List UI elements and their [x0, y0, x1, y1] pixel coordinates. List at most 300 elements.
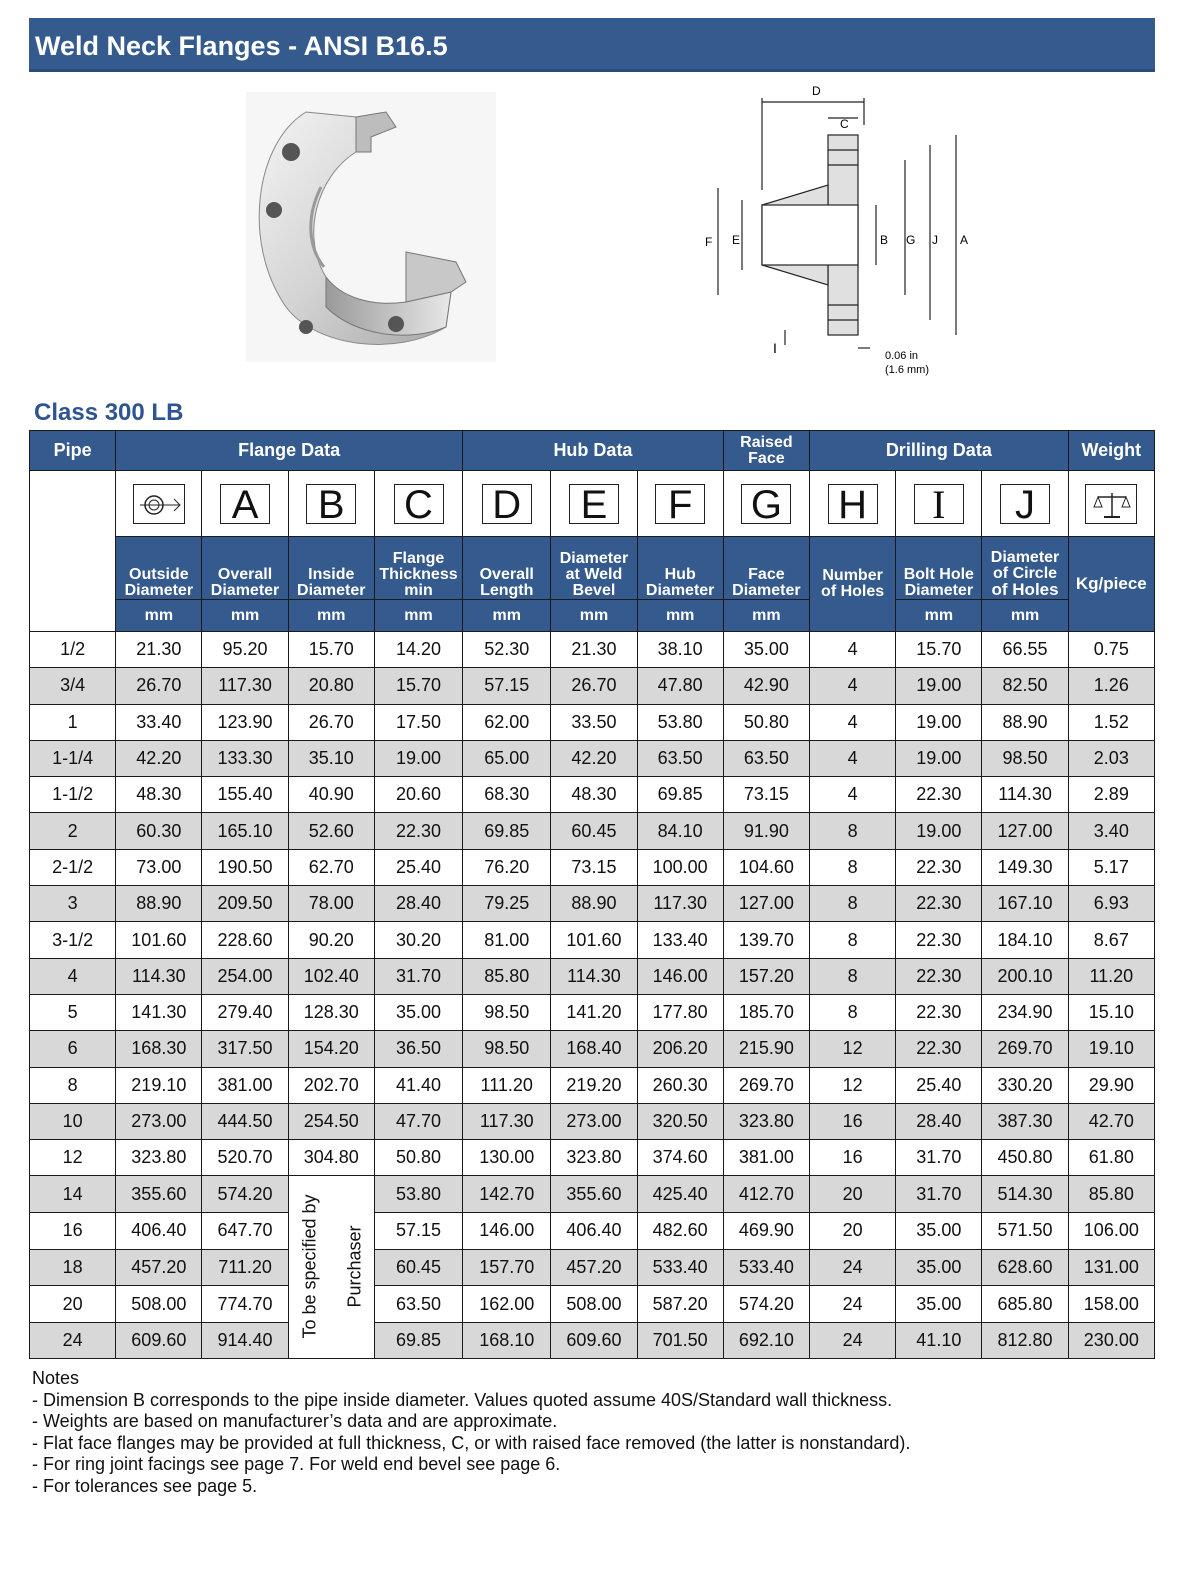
label-e: E	[732, 233, 741, 247]
value-cell: 0.75	[1068, 632, 1154, 668]
value-cell: 1.26	[1068, 668, 1154, 704]
value-cell: 35.00	[896, 1286, 982, 1323]
pipe-size-cell: 2	[30, 813, 116, 849]
value-cell: 22.30	[896, 994, 982, 1030]
value-cell: 8	[810, 994, 896, 1030]
value-cell: 42.70	[1068, 1103, 1154, 1139]
table-row	[30, 668, 1155, 704]
value-cell: 117.30	[637, 886, 723, 922]
value-cell: 52.30	[463, 632, 551, 668]
value-cell: 8.67	[1068, 922, 1154, 958]
value-cell: 104.60	[723, 849, 809, 885]
note-mm: (1.6 mm)	[885, 364, 929, 376]
value-cell: 412.70	[723, 1176, 809, 1213]
value-cell: 184.10	[982, 922, 1068, 958]
value-cell: 22.30	[374, 813, 462, 849]
letter-f-cell: F	[637, 471, 723, 537]
desc-diameter-circle-holes: Diameter of Circle of Holes	[982, 537, 1068, 600]
value-cell: 28.40	[896, 1103, 982, 1139]
value-cell: 100.00	[637, 849, 723, 885]
value-cell: 168.10	[463, 1322, 551, 1359]
pipe-size-cell: 1-1/2	[30, 777, 116, 813]
value-cell: 685.80	[982, 1286, 1068, 1323]
value-cell: 141.30	[116, 994, 202, 1030]
table-row	[30, 632, 1155, 668]
value-cell: 425.40	[637, 1176, 723, 1213]
value-cell: 25.40	[896, 1067, 982, 1103]
label-d: D	[812, 84, 821, 98]
unit-cell: mm	[982, 600, 1068, 632]
value-cell: 20	[810, 1213, 896, 1250]
value-cell: 24	[810, 1249, 896, 1286]
value-cell: 35.00	[896, 1213, 982, 1250]
label-g: G	[906, 233, 916, 247]
value-cell: 279.40	[202, 994, 288, 1030]
value-cell: 50.80	[374, 1140, 462, 1176]
value-cell: 457.20	[551, 1249, 637, 1286]
value-cell: 4	[810, 668, 896, 704]
table-row	[30, 1140, 1155, 1176]
value-cell: 127.00	[982, 813, 1068, 849]
value-cell: 142.70	[463, 1176, 551, 1213]
value-cell: 28.40	[374, 886, 462, 922]
value-cell: 167.10	[982, 886, 1068, 922]
value-cell: 219.20	[551, 1067, 637, 1103]
value-cell: 24	[810, 1286, 896, 1323]
description-row	[30, 537, 1155, 600]
value-cell: 260.30	[637, 1067, 723, 1103]
value-cell: 90.20	[288, 922, 374, 958]
value-cell: 450.80	[982, 1140, 1068, 1176]
table-row	[30, 1067, 1155, 1103]
pipe-size-cell: 20	[30, 1286, 116, 1323]
value-cell: 35.10	[288, 740, 374, 776]
value-cell: 35.00	[374, 994, 462, 1030]
value-cell: 6.93	[1068, 886, 1154, 922]
value-cell: 22.30	[896, 777, 982, 813]
value-cell: 269.70	[982, 1031, 1068, 1067]
unit-cell: mm	[463, 600, 551, 632]
value-cell: 102.40	[288, 958, 374, 994]
table-row	[30, 704, 1155, 740]
value-cell: 19.00	[896, 668, 982, 704]
value-cell: 88.90	[982, 704, 1068, 740]
value-cell: 457.20	[116, 1249, 202, 1286]
value-cell: 73.15	[723, 777, 809, 813]
pipe-size-cell: 12	[30, 1140, 116, 1176]
value-cell: 130.00	[463, 1140, 551, 1176]
value-cell: 114.30	[982, 777, 1068, 813]
value-cell: 20.60	[374, 777, 462, 813]
label-f: F	[705, 235, 713, 249]
desc-outside-diameter: Outside Diameter	[116, 537, 202, 600]
group-pipe: Pipe	[30, 431, 116, 471]
value-cell: 304.80	[288, 1140, 374, 1176]
pipe-size-cell: 3-1/2	[30, 922, 116, 958]
letter-a-cell: A	[202, 471, 288, 537]
pipe-size-cell: 1-1/4	[30, 740, 116, 776]
value-cell: 26.70	[288, 704, 374, 740]
group-flange: Flange Data	[116, 431, 463, 471]
value-cell: 98.50	[982, 740, 1068, 776]
table-row	[30, 1213, 1155, 1250]
value-cell: 26.70	[116, 668, 202, 704]
value-cell: 157.20	[723, 958, 809, 994]
value-cell: 15.70	[374, 668, 462, 704]
purchaser-line-1: To be specified by	[299, 1194, 320, 1339]
pipe-size-cell: 1/2	[30, 632, 116, 668]
value-cell: 69.85	[374, 1322, 462, 1359]
letter-d-cell: D	[463, 471, 551, 537]
value-cell: 146.00	[637, 958, 723, 994]
desc-hub-diameter: Hub Diameter	[637, 537, 723, 600]
pipe-size-cell: 3/4	[30, 668, 116, 704]
value-cell: 42.20	[116, 740, 202, 776]
value-cell: 387.30	[982, 1103, 1068, 1139]
value-cell: 88.90	[116, 886, 202, 922]
letter-e-cell: E	[551, 471, 637, 537]
value-cell: 30.20	[374, 922, 462, 958]
value-cell: 106.00	[1068, 1213, 1154, 1250]
value-cell: 234.90	[982, 994, 1068, 1030]
value-cell: 571.50	[982, 1213, 1068, 1250]
value-cell: 69.85	[463, 813, 551, 849]
pipe-size-cell: 14	[30, 1176, 116, 1213]
value-cell: 40.90	[288, 777, 374, 813]
value-cell: 8	[810, 886, 896, 922]
value-cell: 16	[810, 1140, 896, 1176]
value-cell: 76.20	[463, 849, 551, 885]
value-cell: 168.40	[551, 1031, 637, 1067]
value-cell: 19.00	[896, 740, 982, 776]
value-cell: 19.00	[896, 704, 982, 740]
title-bar	[29, 18, 1155, 72]
value-cell: 168.30	[116, 1031, 202, 1067]
value-cell: 154.20	[288, 1031, 374, 1067]
value-cell: 330.20	[982, 1067, 1068, 1103]
unit-cell: mm	[288, 600, 374, 632]
value-cell: 25.40	[374, 849, 462, 885]
value-cell: 215.90	[723, 1031, 809, 1067]
value-cell: 320.50	[637, 1103, 723, 1139]
value-cell: 609.60	[551, 1322, 637, 1359]
value-cell: 206.20	[637, 1031, 723, 1067]
unit-cell: mm	[637, 600, 723, 632]
table-row	[30, 994, 1155, 1030]
value-cell: 48.30	[116, 777, 202, 813]
value-cell: 66.55	[982, 632, 1068, 668]
pipe-size-cell: 5	[30, 994, 116, 1030]
unit-cell: mm	[723, 600, 809, 632]
value-cell: 165.10	[202, 813, 288, 849]
value-cell: 50.80	[723, 704, 809, 740]
table-row	[30, 1322, 1155, 1359]
value-cell: 73.15	[551, 849, 637, 885]
table-row	[30, 813, 1155, 849]
purchaser-note-cell	[288, 1176, 374, 1359]
value-cell: 73.00	[116, 849, 202, 885]
scale-icon	[1085, 484, 1137, 524]
value-cell: 482.60	[637, 1213, 723, 1250]
pipe-size-cell: 1	[30, 704, 116, 740]
note-line: - Weights are based on manufacturer’s data and are approximate.	[32, 1411, 558, 1431]
value-cell: 22.30	[896, 958, 982, 994]
value-cell: 111.20	[463, 1067, 551, 1103]
value-cell: 101.60	[116, 922, 202, 958]
value-cell: 57.15	[374, 1213, 462, 1250]
value-cell: 5.17	[1068, 849, 1154, 885]
weight-icon-cell	[1068, 471, 1154, 537]
value-cell: 22.30	[896, 1031, 982, 1067]
value-cell: 254.50	[288, 1103, 374, 1139]
letter-g-cell: G	[723, 471, 809, 537]
value-cell: 200.10	[982, 958, 1068, 994]
value-cell: 15.70	[896, 632, 982, 668]
value-cell: 185.70	[723, 994, 809, 1030]
value-cell: 273.00	[116, 1103, 202, 1139]
value-cell: 381.00	[202, 1067, 288, 1103]
value-cell: 29.90	[1068, 1067, 1154, 1103]
value-cell: 38.10	[637, 632, 723, 668]
value-cell: 60.30	[116, 813, 202, 849]
value-cell: 69.85	[637, 777, 723, 813]
value-cell: 19.00	[374, 740, 462, 776]
value-cell: 63.50	[374, 1286, 462, 1323]
value-cell: 4	[810, 777, 896, 813]
desc-face-diameter: Face Diameter	[723, 537, 809, 600]
label-c: C	[840, 117, 849, 131]
value-cell: 41.40	[374, 1067, 462, 1103]
notes	[32, 1368, 910, 1497]
value-cell: 469.90	[723, 1213, 809, 1250]
value-cell: 24	[810, 1322, 896, 1359]
group-drilling: Drilling Data	[810, 431, 1069, 471]
value-cell: 19.10	[1068, 1031, 1154, 1067]
value-cell: 82.50	[982, 668, 1068, 704]
desc-inside-diameter: Inside Diameter	[288, 537, 374, 600]
value-cell: 202.70	[288, 1067, 374, 1103]
value-cell: 228.60	[202, 922, 288, 958]
value-cell: 117.30	[463, 1103, 551, 1139]
value-cell: 60.45	[551, 813, 637, 849]
value-cell: 692.10	[723, 1322, 809, 1359]
table-row	[30, 1176, 1155, 1213]
table-body	[30, 632, 1155, 1359]
value-cell: 128.30	[288, 994, 374, 1030]
value-cell: 53.80	[637, 704, 723, 740]
group-hub: Hub Data	[463, 431, 724, 471]
group-header-row	[30, 431, 1155, 471]
unit-cell: mm	[116, 600, 202, 632]
value-cell: 8	[810, 958, 896, 994]
value-cell: 4	[810, 632, 896, 668]
value-cell: 323.80	[551, 1140, 637, 1176]
flange-3d-illustration	[246, 92, 496, 362]
notes-heading: Notes	[32, 1368, 80, 1388]
pipe-size-cell: 18	[30, 1249, 116, 1286]
table-row	[30, 922, 1155, 958]
value-cell: 84.10	[637, 813, 723, 849]
letter-c-cell: C	[374, 471, 462, 537]
value-cell: 141.20	[551, 994, 637, 1030]
letter-b-cell: B	[288, 471, 374, 537]
value-cell: 85.80	[1068, 1176, 1154, 1213]
value-cell: 133.40	[637, 922, 723, 958]
table-row	[30, 958, 1155, 994]
value-cell: 8	[810, 849, 896, 885]
value-cell: 20	[810, 1176, 896, 1213]
value-cell: 78.00	[288, 886, 374, 922]
value-cell: 16	[810, 1103, 896, 1139]
value-cell: 219.10	[116, 1067, 202, 1103]
value-cell: 587.20	[637, 1286, 723, 1323]
value-cell: 81.00	[463, 922, 551, 958]
value-cell: 42.90	[723, 668, 809, 704]
pipe-size-cell: 6	[30, 1031, 116, 1067]
value-cell: 209.50	[202, 886, 288, 922]
label-b: B	[880, 233, 889, 247]
table-row	[30, 1103, 1155, 1139]
value-cell: 508.00	[116, 1286, 202, 1323]
desc-number-of-holes: Number of Holes	[810, 537, 896, 632]
value-cell: 647.70	[202, 1213, 288, 1250]
value-cell: 711.20	[202, 1249, 288, 1286]
value-cell: 60.45	[374, 1249, 462, 1286]
value-cell: 79.25	[463, 886, 551, 922]
value-cell: 98.50	[463, 1031, 551, 1067]
value-cell: 374.60	[637, 1140, 723, 1176]
table-row	[30, 777, 1155, 813]
note-in: 0.06 in	[885, 350, 919, 362]
note-line: - For tolerances see page 5.	[32, 1475, 258, 1496]
value-cell: 123.90	[202, 704, 288, 740]
value-cell: 19.00	[896, 813, 982, 849]
value-cell: 4	[810, 740, 896, 776]
value-cell: 131.00	[1068, 1249, 1154, 1286]
letter-row	[30, 471, 1155, 537]
desc-overall-length: Overall Length	[463, 537, 551, 600]
value-cell: 35.00	[896, 1249, 982, 1286]
value-cell: 8	[810, 813, 896, 849]
value-cell: 701.50	[637, 1322, 723, 1359]
value-cell: 406.40	[116, 1213, 202, 1250]
value-cell: 574.20	[723, 1286, 809, 1323]
value-cell: 22.30	[896, 922, 982, 958]
desc-diameter-weld-bevel: Diameter at Weld Bevel	[551, 537, 637, 600]
value-cell: 533.40	[637, 1249, 723, 1286]
value-cell: 114.30	[551, 958, 637, 994]
nominal-pipe-size-header: Nominal Pipe Size	[30, 471, 116, 632]
value-cell: 155.40	[202, 777, 288, 813]
value-cell: 33.50	[551, 704, 637, 740]
value-cell: 230.00	[1068, 1322, 1154, 1359]
value-cell: 21.30	[116, 632, 202, 668]
letter-h-cell: H	[810, 471, 896, 537]
value-cell: 514.30	[982, 1176, 1068, 1213]
value-cell: 62.70	[288, 849, 374, 885]
value-cell: 33.40	[116, 704, 202, 740]
pipe-size-cell: 16	[30, 1213, 116, 1250]
value-cell: 98.50	[463, 994, 551, 1030]
value-cell: 190.50	[202, 849, 288, 885]
value-cell: 21.30	[551, 632, 637, 668]
table-row	[30, 740, 1155, 776]
value-cell: 17.50	[374, 704, 462, 740]
pipe-size-cell: 8	[30, 1067, 116, 1103]
pipe-size-cell: 4	[30, 958, 116, 994]
value-cell: 133.30	[202, 740, 288, 776]
desc-flange-thickness: Flange Thickness min	[374, 537, 462, 600]
value-cell: 269.70	[723, 1067, 809, 1103]
value-cell: 101.60	[551, 922, 637, 958]
purchaser-line-2: Purchaser	[344, 1225, 365, 1308]
value-cell: 254.00	[202, 958, 288, 994]
value-cell: 574.20	[202, 1176, 288, 1213]
value-cell: 177.80	[637, 994, 723, 1030]
value-cell: 2.89	[1068, 777, 1154, 813]
value-cell: 355.60	[551, 1176, 637, 1213]
class-title: Class 300 LB	[34, 399, 184, 426]
value-cell: 12	[810, 1031, 896, 1067]
table-row	[30, 1031, 1155, 1067]
value-cell: 149.30	[982, 849, 1068, 885]
page-title: Weld Neck Flanges - ANSI B16.5	[35, 31, 448, 61]
value-cell: 35.00	[723, 632, 809, 668]
value-cell: 63.50	[637, 740, 723, 776]
letter-j-cell: J	[982, 471, 1068, 537]
label-i: I	[773, 340, 777, 356]
value-cell: 273.00	[551, 1103, 637, 1139]
value-cell: 117.30	[202, 668, 288, 704]
value-cell: 41.10	[896, 1322, 982, 1359]
value-cell: 444.50	[202, 1103, 288, 1139]
label-a: A	[960, 233, 969, 247]
value-cell: 2.03	[1068, 740, 1154, 776]
value-cell: 68.30	[463, 777, 551, 813]
value-cell: 127.00	[723, 886, 809, 922]
group-weight: Weight	[1068, 431, 1154, 471]
value-cell: 65.00	[463, 740, 551, 776]
value-cell: 88.90	[551, 886, 637, 922]
value-cell: 812.80	[982, 1322, 1068, 1359]
value-cell: 63.50	[723, 740, 809, 776]
value-cell: 323.80	[723, 1103, 809, 1139]
pipe-outline-icon	[133, 484, 185, 524]
group-raised-face: Raised Face	[723, 431, 809, 471]
pipe-icon-cell	[116, 471, 202, 537]
value-cell: 47.70	[374, 1103, 462, 1139]
value-cell: 12	[810, 1067, 896, 1103]
value-cell: 533.40	[723, 1249, 809, 1286]
unit-cell: mm	[374, 600, 462, 632]
table-row	[30, 1286, 1155, 1323]
value-cell: 31.70	[896, 1176, 982, 1213]
value-cell: 42.20	[551, 740, 637, 776]
letter-i-cell: I	[896, 471, 982, 537]
table-row	[30, 1249, 1155, 1286]
value-cell: 47.80	[637, 668, 723, 704]
value-cell: 36.50	[374, 1031, 462, 1067]
value-cell: 139.70	[723, 922, 809, 958]
value-cell: 91.90	[723, 813, 809, 849]
value-cell: 508.00	[551, 1286, 637, 1323]
flange-spec-table	[29, 430, 1155, 1359]
value-cell: 26.70	[551, 668, 637, 704]
value-cell: 85.80	[463, 958, 551, 994]
value-cell: 162.00	[463, 1286, 551, 1323]
value-cell: 31.70	[374, 958, 462, 994]
value-cell: 8	[810, 922, 896, 958]
